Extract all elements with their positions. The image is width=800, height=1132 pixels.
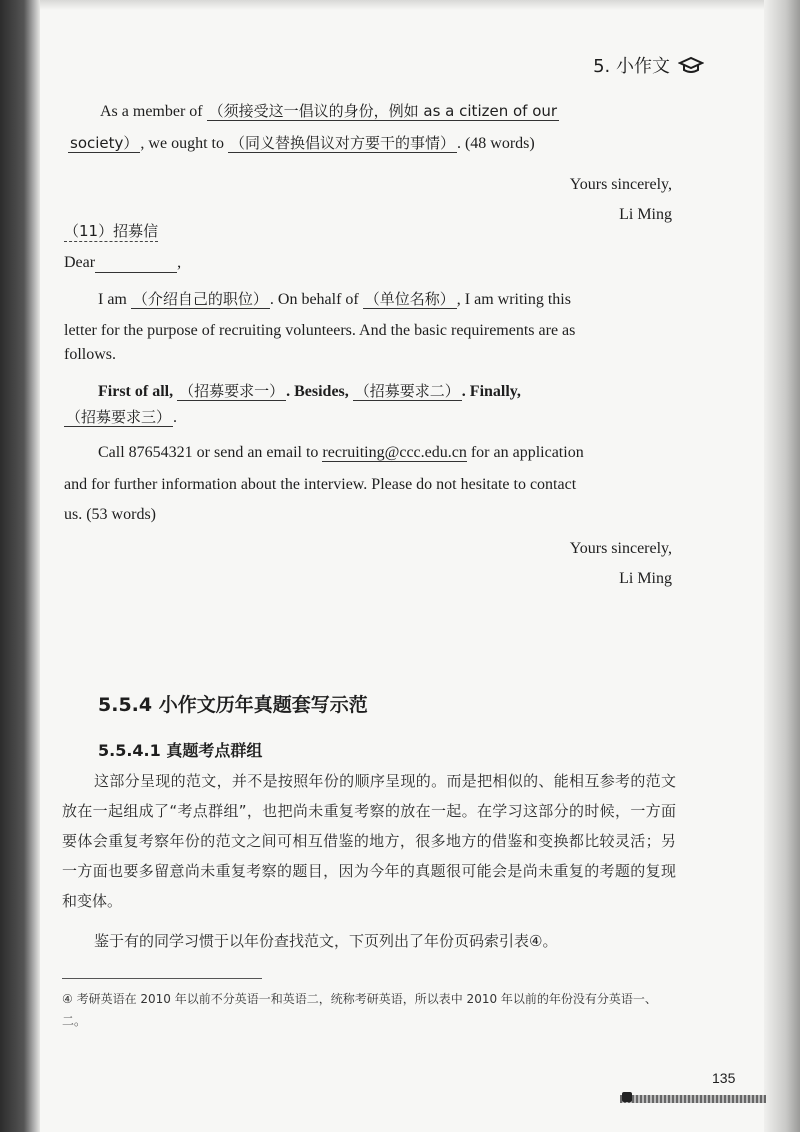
blank-recipient xyxy=(95,254,177,273)
subsection-title: 5.5.4.1 真题考点群组 xyxy=(98,741,263,760)
blank-identity-end: society） xyxy=(70,134,139,152)
letter10-signature: Li Ming xyxy=(619,206,672,223)
letter11-heading: （11）招募信 xyxy=(64,222,159,240)
letter11-signature: Li Ming xyxy=(619,570,672,587)
letter11-closing: Yours sincerely, xyxy=(569,540,672,557)
letter11-p3-line3: us. (53 words) xyxy=(64,506,156,523)
footer-decoration-dot xyxy=(622,1092,632,1102)
footnote-divider xyxy=(62,978,262,979)
section-paragraph-1: 这部分呈现的范文，并不是按照年份的顺序呈现的。而是把相似的、能相互参考的范文放在一起组成了“考点群组”，也把尚未重复考察的放在一起。在学习这部分的时候，一方面要体会重复考察年份的范文之间可相互借鉴的地方，很多地方的借鉴和变换都比较灵活；另一方面也要多留意尚未重复考察的题目，因为今年的真题很可能会是尚未重复的考题的复现和变体。 xyxy=(62,772,676,910)
letter11-p1-line1: I am （介绍自己的职位） . On behalf of （单位名称） , I am writing this xyxy=(98,290,571,308)
letter11-p3-line1: Call 87654321 or send an email to recruiting@ccc.edu.cn for an application xyxy=(98,444,584,461)
letter11-p3-line2: and for further information about the interview. Please do not hesitate to contact xyxy=(64,476,577,493)
letter10-line1: As a member of （须接受这一倡议的身份，例如 as a citizen of our xyxy=(100,102,558,120)
running-title: 5. 小作文 xyxy=(593,56,670,77)
top-edge-shadow xyxy=(40,0,764,10)
letter11-p2-line2: （招募要求三） . xyxy=(66,408,178,426)
page-number: 135 xyxy=(712,1070,736,1086)
blank-identity: （须接受这一倡议的身份，例如 as a citizen of our xyxy=(208,102,558,120)
section-paragraph-2: 鉴于有的同学习惯于以年份查找范文，下页列出了年份页码索引表④。 xyxy=(94,932,558,950)
blank-organization: （单位名称） xyxy=(364,290,455,308)
blank-action: （同义替换倡议对方要干的事情） xyxy=(229,134,455,152)
footer-decoration-bar xyxy=(620,1095,766,1103)
letter10-closing: Yours sincerely, xyxy=(569,176,672,193)
running-head xyxy=(593,52,704,78)
blank-requirement-1: （招募要求一） xyxy=(179,382,285,400)
letter11-p1-line2: letter for the purpose of recruiting volunteers. And the basic requirements are as xyxy=(64,322,576,339)
graduation-cap-icon xyxy=(678,55,704,75)
letter11-p2-line1: First of all, （招募要求一） . Besides, （招募要求二） . Finally, xyxy=(98,382,521,400)
letter11-salutation: Dear , xyxy=(64,254,182,271)
right-page-edge xyxy=(764,0,800,1132)
blank-position: （介绍自己的职位） xyxy=(132,290,268,308)
blank-requirement-3: （招募要求三） xyxy=(66,408,172,426)
recruiting-email: recruiting@ccc.edu.cn xyxy=(322,444,467,461)
letter11-p1-line3: follows. xyxy=(64,346,116,363)
book-binding-shadow xyxy=(0,0,40,1132)
footnote: ④ 考研英语在 2010 年以前不分英语一和英语二，统称考研英语，所以表中 2010 年以前的年份没有分英语一、二。 xyxy=(62,992,657,1028)
letter10-line2: society） , we ought to （同义替换倡议对方要干的事情） . (48 words) xyxy=(70,134,535,152)
blank-requirement-2: （招募要求二） xyxy=(354,382,460,400)
section-title: 5.5.4 小作文历年真题套写示范 xyxy=(98,694,368,716)
